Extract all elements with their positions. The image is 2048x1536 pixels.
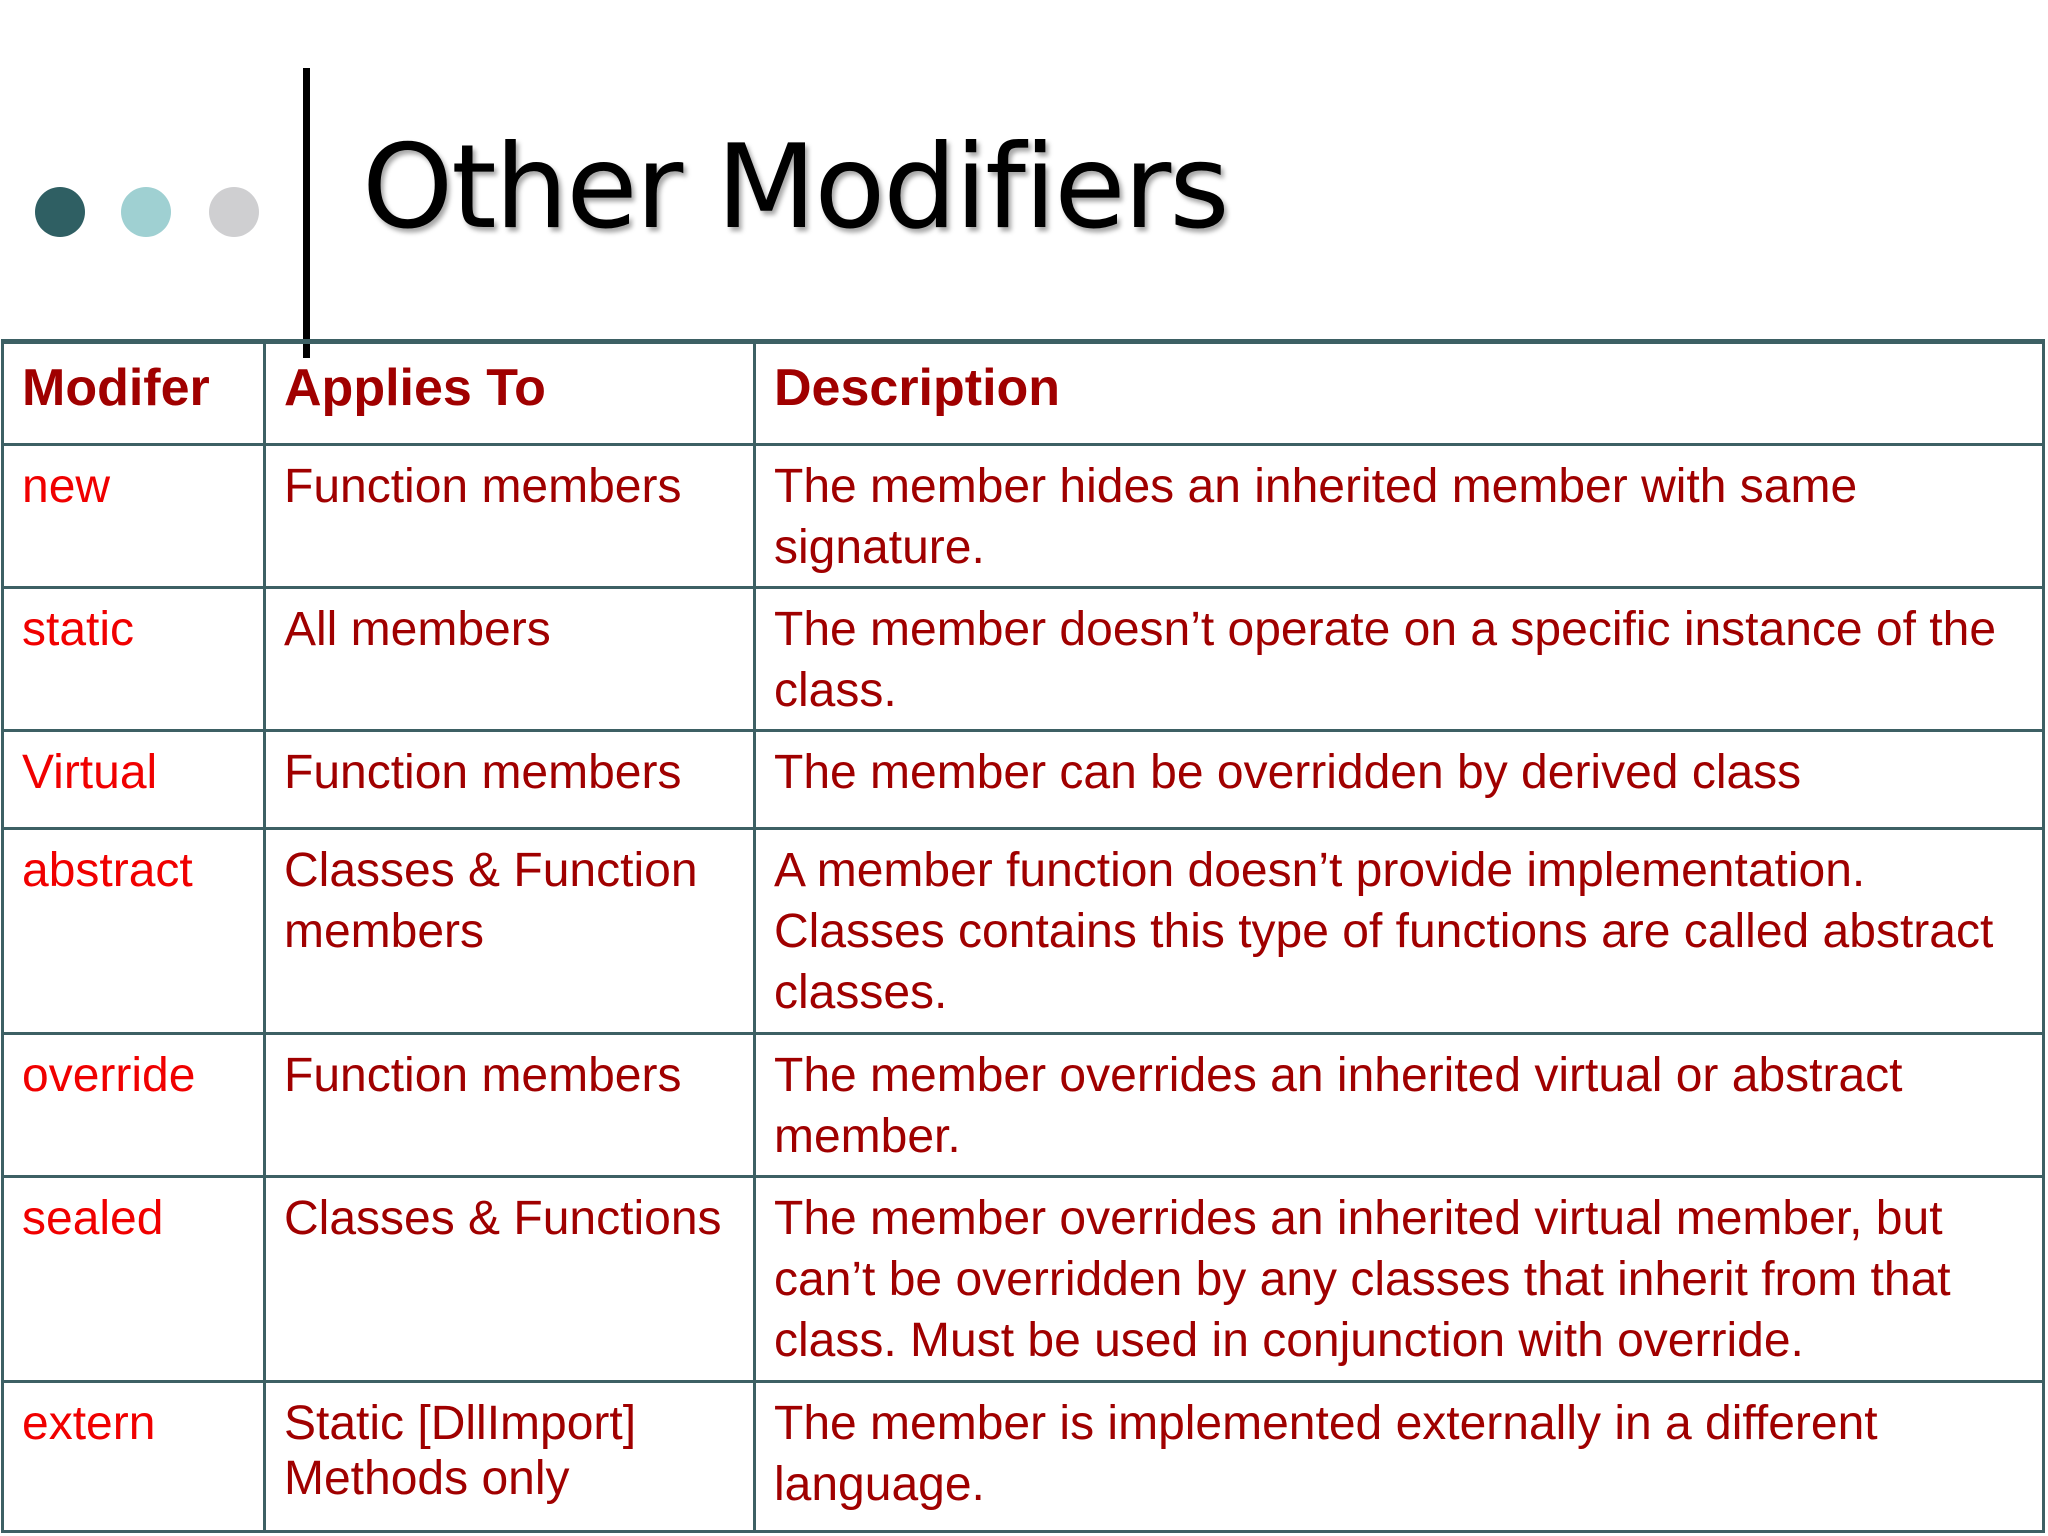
modifier-cell: new bbox=[3, 445, 265, 588]
modifier-cell: sealed bbox=[3, 1177, 265, 1382]
modifier-cell: extern bbox=[3, 1382, 265, 1532]
decorative-dot-light bbox=[121, 187, 171, 237]
applies-to-cell: Classes & Functions bbox=[265, 1177, 755, 1382]
header-applies-to: Applies To bbox=[265, 342, 755, 445]
table-header-row bbox=[3, 342, 2044, 445]
description-cell: The member can be overridden by derived class bbox=[755, 731, 2044, 829]
table-row bbox=[3, 829, 2044, 1034]
applies-to-cell: Classes & Function members bbox=[265, 829, 755, 1034]
modifier-cell: abstract bbox=[3, 829, 265, 1034]
table-row bbox=[3, 1177, 2044, 1382]
applies-to-cell: Function members bbox=[265, 445, 755, 588]
applies-to-cell: Function members bbox=[265, 731, 755, 829]
description-cell: A member function doesn’t provide implementation. Classes contains this type of functions are called abstract classes. bbox=[755, 829, 2044, 1034]
table-row bbox=[3, 731, 2044, 829]
decorative-dot-gray bbox=[209, 187, 259, 237]
description-cell: The member overrides an inherited virtual member, but can’t be overridden by any classes that inherit from that class. Must be used in conjunction with override. bbox=[755, 1177, 2044, 1382]
modifier-cell: override bbox=[3, 1034, 265, 1177]
header-modifier: Modifer bbox=[3, 342, 265, 445]
description-cell: The member is implemented externally in a different language. bbox=[755, 1382, 2044, 1532]
header-description: Description bbox=[755, 342, 2044, 445]
description-cell: The member doesn’t operate on a specific instance of the class. bbox=[755, 588, 2044, 731]
table-row bbox=[3, 588, 2044, 731]
applies-to-cell bbox=[265, 1382, 755, 1532]
table-row bbox=[3, 1382, 2044, 1532]
applies-to-line: Methods only bbox=[284, 1452, 570, 1505]
modifier-cell: Virtual bbox=[3, 731, 265, 829]
description-cell: The member overrides an inherited virtual or abstract member. bbox=[755, 1034, 2044, 1177]
description-cell: The member hides an inherited member with same signature. bbox=[755, 445, 2044, 588]
applies-to-line: Static [DllImport] bbox=[284, 1397, 637, 1450]
modifier-cell: static bbox=[3, 588, 265, 731]
table-row bbox=[3, 445, 2044, 588]
applies-to-cell: Function members bbox=[265, 1034, 755, 1177]
modifiers-table bbox=[1, 339, 2045, 1533]
applies-to-cell: All members bbox=[265, 588, 755, 731]
table-row bbox=[3, 1034, 2044, 1177]
title-divider bbox=[303, 68, 310, 358]
decorative-dot-dark bbox=[35, 187, 85, 237]
slide-title: Other Modifiers bbox=[362, 120, 1228, 255]
